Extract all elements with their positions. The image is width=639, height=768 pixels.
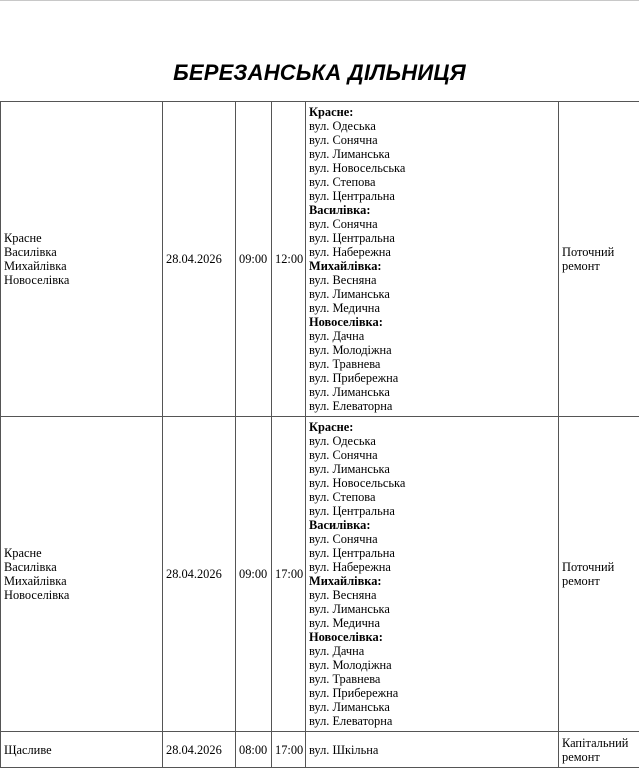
street-name: вул. Сонячна [309, 532, 378, 546]
street-name: вул. Лиманська [309, 462, 390, 476]
street-name: вул. Шкільна [309, 742, 379, 757]
outage-schedule-table [0, 101, 639, 768]
street-name: вул. Степова [309, 175, 376, 189]
settlement-name: Новоселівка [4, 273, 70, 287]
settlement-name: Красне [4, 546, 42, 560]
street-name: вул. Лиманська [309, 602, 390, 616]
streets-cell [306, 732, 559, 768]
work-type-text: Поточний [562, 245, 615, 259]
settlement-name: Новоселівка [4, 588, 70, 602]
street-name: вул. Центральна [309, 546, 395, 560]
work-type-text: ремонт [562, 749, 600, 764]
street-name: вул. Дачна [309, 329, 365, 343]
village-heading: Красне: [309, 420, 354, 434]
street-name: вул. Степова [309, 490, 376, 504]
street-name: вул. Прибережна [309, 371, 399, 385]
street-name: вул. Травнева [309, 672, 381, 686]
end-time-cell: 17:00 [272, 417, 306, 732]
settlement-name: Василівка [4, 245, 57, 259]
village-heading: Михайлівка: [309, 259, 382, 273]
work-type-cell [559, 417, 639, 732]
work-type-text: ремонт [562, 259, 600, 273]
start-time-cell: 09:00 [236, 102, 272, 417]
settlement-name: Красне [4, 231, 42, 245]
settlement-name: Михайлівка [4, 259, 67, 273]
page-title: БЕРЕЗАНСЬКА ДІЛЬНИЦЯ [173, 60, 466, 85]
village-heading: Василівка: [309, 203, 371, 217]
table-row [1, 417, 639, 732]
village-heading: Красне: [309, 105, 354, 119]
table-row [1, 102, 639, 417]
street-name: вул. Медична [309, 616, 380, 630]
street-name: вул. Новосельська [309, 476, 406, 490]
end-time-cell: 12:00 [272, 102, 306, 417]
work-type-text: Поточний [562, 560, 615, 574]
street-name: вул. Сонячна [309, 448, 378, 462]
street-name: вул. Молодіжна [309, 658, 392, 672]
street-name: вул. Лиманська [309, 385, 390, 399]
village-heading: Новоселівка: [309, 315, 383, 329]
settlement-name: Михайлівка [4, 574, 67, 588]
streets-cell [306, 102, 559, 417]
work-type-cell [559, 732, 639, 768]
street-name: вул. Центральна [309, 504, 395, 518]
street-name: вул. Лиманська [309, 287, 390, 301]
street-name: вул. Набережна [309, 245, 391, 259]
street-name: вул. Одеська [309, 119, 376, 133]
street-name: вул. Набережна [309, 560, 391, 574]
street-name: вул. Центральна [309, 189, 395, 203]
street-name: вул. Медична [309, 301, 380, 315]
table-row [1, 732, 639, 768]
street-name: вул. Прибережна [309, 686, 399, 700]
street-name: вул. Травнева [309, 357, 381, 371]
settlement-name: Василівка [4, 560, 57, 574]
street-name: вул. Центральна [309, 231, 395, 245]
village-heading: Михайлівка: [309, 574, 382, 588]
start-time-cell: 09:00 [236, 417, 272, 732]
work-type-cell [559, 102, 639, 417]
streets-cell [306, 417, 559, 732]
schedule-body [1, 102, 639, 768]
street-name: вул. Новосельська [309, 161, 406, 175]
street-name: вул. Елеваторна [309, 714, 393, 728]
street-name: вул. Одеська [309, 434, 376, 448]
street-name: вул. Лиманська [309, 147, 390, 161]
street-name: вул. Молодіжна [309, 343, 392, 357]
work-type-text: Капітальний [562, 735, 629, 750]
date-cell: 28.04.2026 [163, 732, 236, 768]
work-type-text: ремонт [562, 574, 600, 588]
street-name: вул. Сонячна [309, 133, 378, 147]
street-name: вул. Весняна [309, 273, 377, 287]
end-time-cell: 17:00 [272, 732, 306, 768]
street-name: вул. Дачна [309, 644, 365, 658]
start-time-cell: 08:00 [236, 732, 272, 768]
date-cell: 28.04.2026 [163, 417, 236, 732]
street-name: вул. Сонячна [309, 217, 378, 231]
top-border-line [0, 0, 639, 1]
settlement-name: Щасливе [4, 742, 52, 757]
street-name: вул. Лиманська [309, 700, 390, 714]
street-name: вул. Елеваторна [309, 399, 393, 413]
street-name: вул. Весняна [309, 588, 377, 602]
settlements-cell [1, 732, 163, 768]
date-cell: 28.04.2026 [163, 102, 236, 417]
settlements-cell [1, 102, 163, 417]
village-heading: Новоселівка: [309, 630, 383, 644]
village-heading: Василівка: [309, 518, 371, 532]
settlements-cell [1, 417, 163, 732]
